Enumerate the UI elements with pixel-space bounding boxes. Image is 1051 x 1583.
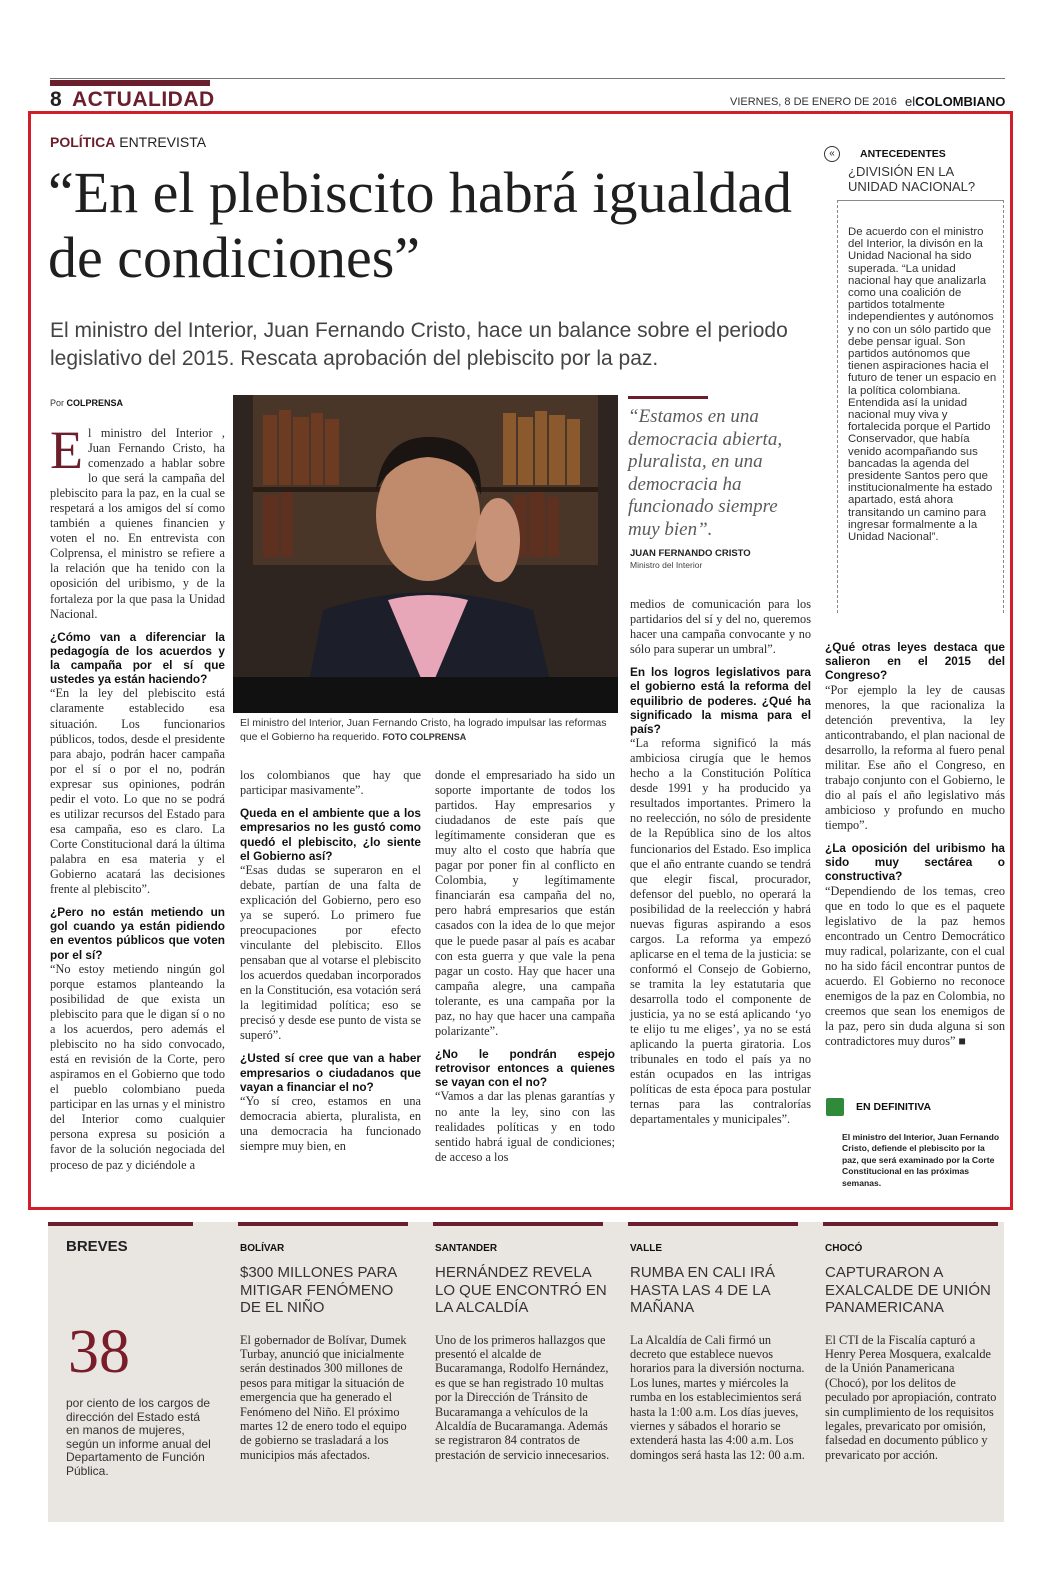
breve-region: VALLE [630,1243,663,1254]
breve-body: El gobernador de Bolívar, Dumek Turbay, anunció que inicialmente serán destinados 300 millones de pesos para mitigar la situación de emergencia que ha generado el Fenómeno del Niño. El próximo martes 12 de enero todo el equipo de gobierno se trasladará a los municipios más afectados. [240,1332,407,1462]
sidebar-text: De acuerdo con el ministro del Interior, la divisón en la Unidad Nacional ha sido superada. “La unidad nacional hay que analizarla como una coalición de partidos totalmente independientes y autónomos y no con un sólo partido que debe pensar igual. Son partidos autónomos que tienen aspiraciones hacia el futuro de tener un espacio en la política colombiana. Entendida así la unidad nacional muy viva y fortalecida porque el Partido Conservador, que había venido acompañando sus bancadas la agenda del presidente Santos pero que institucionalmente ha estado apartado, está ahora transitando un camino para ingresar formalmente a la Unidad Nacional”. [848,226,997,544]
pull-quote-bar [628,396,708,399]
interview-question: ¿Pero no están metiendo un gol cuando ya están pidiendo en eventos públicos que voten por el sí? [50,905,225,962]
drop-cap: E [50,420,83,480]
breve-title: HERNÁNDEZ REVELA LO QUE ENCONTRÓ EN LA ALCALDÍA [435,1264,607,1316]
body-paragraph: medios de comunicación para los partidarios del sí y del no, queremos hacer una campaña convocante y no sólo para superar un umbral”. [630,597,811,657]
issue-date: VIERNES, 8 DE ENERO DE 2016 [730,96,897,108]
photo-caption: El ministro del Interior, Juan Fernando Cristo, ha logrado impulsar las reformas que el Gobierno ha requerido. FOTO COLPRENSA [240,717,607,743]
pull-quote-name: JUAN FERNANDO CRISTO [630,548,751,559]
newspaper-name: elCOLOMBIANO [905,94,1006,109]
interview-question: ¿Qué otras leyes destaca que salieron en el 2015 del Congreso? [825,640,1005,683]
breves-bar [48,1222,193,1226]
breve-region: SANTANDER [435,1243,498,1254]
breve-region: CHOCÓ [825,1243,863,1254]
en-definitiva-header: EN DEFINITIVA [826,1098,1006,1116]
breves-big-number: 38 [68,1318,130,1386]
chevron-left-icon: « [824,146,840,162]
portrait-illustration [233,395,618,713]
breves-bar [823,1222,998,1226]
body-paragraph: “Por ejemplo la ley de causas menores, la que racionaliza la detención preventiva, la ley anticontrabando, el plan nacional de desarrollo, la reforma al fuero penal militar. Ese año el Congreso, en trabajo conjunto con el Gobierno, le dio al país el año legislativo más ambicioso y profundo en mucho tiempo”. [825,682,1005,833]
breve-item [240,1243,415,1462]
breve-title: $300 MILLONES PARA MITIGAR FENÓMENO DE EL NIÑO [240,1264,397,1316]
body-paragraph: donde el empresariado ha sido un soporte importante de todos los partidos. Hay empresarios y ciudadanos de este país que legítimamente consideran que es muy alto el costo que habría que pagar por poner fin al conflicto en Colombia, y legítimamente financiarán esa campaña del no, pero habrá empresarios que están casados con la idea de lo que mejor que le puede pasar al país es acabar con esta guerra y que vale la pena pagar un costo. Hay que hacer una campaña alegre, una campaña tolerante, es una campaña por la paz, no hay que hacer una campaña polarizante”. [435,768,615,1038]
interview-question: ¿Cómo van a diferenciar la pedagogía de los acuerdos y la campaña por el sí que ustedes ya están haciendo? [50,629,225,687]
interview-question: ¿La oposición del uribismo ha sido muy sectárea o constructiva? [825,841,1005,884]
breve-region: BOLÍVAR [240,1243,285,1254]
breve-item [825,1243,1000,1462]
article-column-3 [435,768,615,1165]
body-paragraph: “Vamos a dar las plenas garantías y no ante la ley, sino con las realidades políticas y en todo sentido habrá igual de condiciones; de acceso a los [435,1089,615,1164]
section-bar [50,80,210,86]
sidebar-label: ANTECEDENTES [860,148,946,160]
breve-body: El CTI de la Fiscalía capturó a Henry Perea Mosquera, exalcalde de la Unión Panamericana (Chocó), por los delitos de peculado por apropiación, contrato sin cumplimiento de los requisitos legales, prevaricato por omisión, falsedad en documento público y prevaricato por acción. [825,1332,997,1462]
breves-number-text: por ciento de los cargos de dirección del Estado está en manos de mujeres, según un informe anual del Departamento de Función Pública. [66,1396,211,1478]
byline: Por COLPRENSA [50,398,124,408]
body-paragraph: “Esas dudas se superaron en el debate, partían de una falta de explicación del Gobierno, pero eso ya se superó. Lo primero fue preocupaciones por efecto vinculante del plebiscito. Ellos pensaban que al votarse el plebiscito los acuerdos quedaban incorporados en la Constitución, esa votación será la legitimidad política; eso se precisó y desde ese punto de vista se superó”. [240,862,421,1043]
sidebar-title: ¿DIVISIÓN EN LA UNIDAD NACIONAL? [848,164,976,194]
sidebar-header [838,148,1003,194]
breve-item [435,1243,610,1462]
kicker: POLÍTICA ENTREVISTA [50,134,207,150]
body-paragraph: “No estoy metiendo ningún gol porque estamos planteando la posibilidad de que exista un plebiscito para que le digan sí o no a los acuerdos, pero además el plebiscito no ha sido convocado, está en revisión de la Corte, pero aspiramos en el Gobierno que todo el pueblo colombiano pueda participar en las urnas y el ministro del Interior como cualquier persona expresa su posición a favor de la solución negociada del proceso de paz y diciéndole a [50,961,225,1172]
minister-photo [233,395,618,713]
body-paragraph: “En la ley del plebiscito está claramente establecido esa situación. Los funcionarios públicos, todos, desde el presidente para abajo, podrán hacer campaña por el sí o por el no, podrán expresar sus opiniones, podrán pedir el voto. Lo que no se podrá es utilizar recursos del Estado para esa campaña, eso es claro. La Corte Constitucional dará la última palabra en esa materia y el Gobierno acatará las decisiones frente al plebiscito”. [50,686,225,897]
interview-question: Queda en el ambiente que a los empresarios no les gustó como quedó el plebiscito, ¿lo siente el Gobierno así? [240,806,421,863]
body-paragraph: “Dependiendo de los temas, creo que en todo lo que es el paquete legislativo de la paz hemos encontrado un Centro Democrático muy radical, polarizante, con el cual no ha sido fácil encontrar puntos de acuerdo. El Gobierno no reconoce enemigos de la paz en Colombia, no creemos que sean los enemigos de la paz, pero sin duda alguna si son contradictores muy duros” ■ [825,883,1005,1049]
deck: El ministro del Interior, Juan Fernando Cristo, hace un balance sobre el periodo legislativo del 2015. Rescata aprobación del plebiscito por la paz. [50,319,788,370]
interview-question: En los logros legislativos para el gobierno está la reforma del equilibrio de poderes. ¿Qué ha significado la misma para el país? [630,665,811,736]
article-column-1 [50,420,225,1173]
interview-question: ¿Usted sí cree que van a haber empresarios o ciudadanos que vayan a financiar el no? [240,1051,421,1094]
header-rule [50,78,1005,79]
body-paragraph: los colombianos que hay que participar masivamente”. [240,768,421,798]
pull-quote: “Estamos en una democracia abierta, pluralista, en una democracia ha funcionado siempre muy bien”. [628,406,783,540]
article-column-5 [825,632,1005,1049]
body-paragraph: l ministro del Interior , Juan Fernando Cristo, ha comenzado a hablar sobre lo que será la campaña del plebiscito para la paz, en la cual se respetará a los amigos del sí como también a quienes financien y voten el no. En entrevista con Colprensa, el ministro se refiere a la relación que ha tenido con la oposición del uribismo, y de la fortaleza por la que pasa la Unidad Nacional. [50,426,225,621]
breves-bar [238,1222,408,1226]
section-name: ACTUALIDAD [72,88,215,111]
article-column-4 [630,597,811,1127]
breves-bar [628,1222,798,1226]
body-paragraph: “La reforma significó la más ambiciosa cirugía que le hemos hecho a la Constitución Política desde 1991 y ha producido ya resultados importantes. Primero la no reelección, no sólo de presidente de la República sino de los altos funcionarios del Estado. Eso implica que el año entrante cuando se tendrá que elegir fiscal, procurador, defensor del pueblo, no operará la posibilidad de la reelección y habrá nuevas figuras aspirando a esos cargos. La reforma ya empezó aplicarse en el tema de la justicia: se conformó el Consejo de Gobierno, se tramita la ley estatutaria que desarrolla todo el componente de justicia, ya no se está aplicando ‘yo te elijo tu me eliges’, ya no se está aplicando la puerta giratoria. Los tribunales en todo el país ya no están ocupados en las intrigas políticas de esta época para postular ternas para las contralorías departamentales y municipales”. [630,736,811,1127]
interview-question: ¿No le pondrán espejo retrovisor entonces a quienes se vayan con el no? [435,1046,615,1090]
breve-title: RUMBA EN CALI IRÁ HASTA LAS 4 DE LA MAÑANA [630,1264,776,1316]
body-paragraph: “Yo sí creo, estamos en una democracia abierta, pluralista, en una democracia ha funcionado siempre muy bien, en [240,1094,421,1154]
headline: “En el plebiscito habrá igualdad de condiciones” [48,160,793,290]
article-column-2 [240,768,421,1154]
breves-bar [433,1222,603,1226]
breve-body: La Alcaldía de Cali firmó un decreto que establece nuevos horarios para la diversión nocturna. Los lunes, martes y miércoles la rumba en los establecimientos será hasta la 1:00 a.m. Los días jueves, viernes y sábados el horario se extenderá hasta las 4:00 a.m. Los domingos será hasta las 12: 00 a.m. [630,1332,805,1462]
en-definitiva-text: El ministro del Interior, Juan Fernando Cristo, defiende el plebiscito por la paz, que será examinado por la Corte Constitucional en las próximas semanas. [842,1132,1000,1188]
page-number: 8 [50,88,62,111]
pull-quote-role: Ministro del Interior [630,560,703,570]
breve-body: Uno de los primeros hallazgos que presentó el alcalde de Bucaramanga, Rodolfo Hernández, es que se han registrado 10 multas por la Dirección de Tránsito de Bucaramanga a vehículos de la Alcaldía de Bucaramanga. Además se registraron 84 contratos de prestación de servicio innecesarios. [435,1332,610,1462]
breve-title: CAPTURARON A EXALCALDE DE UNIÓN PANAMERICANA [825,1264,991,1316]
breves-title: BREVES [66,1238,128,1255]
breve-item [630,1243,805,1462]
summary-icon [826,1098,844,1116]
